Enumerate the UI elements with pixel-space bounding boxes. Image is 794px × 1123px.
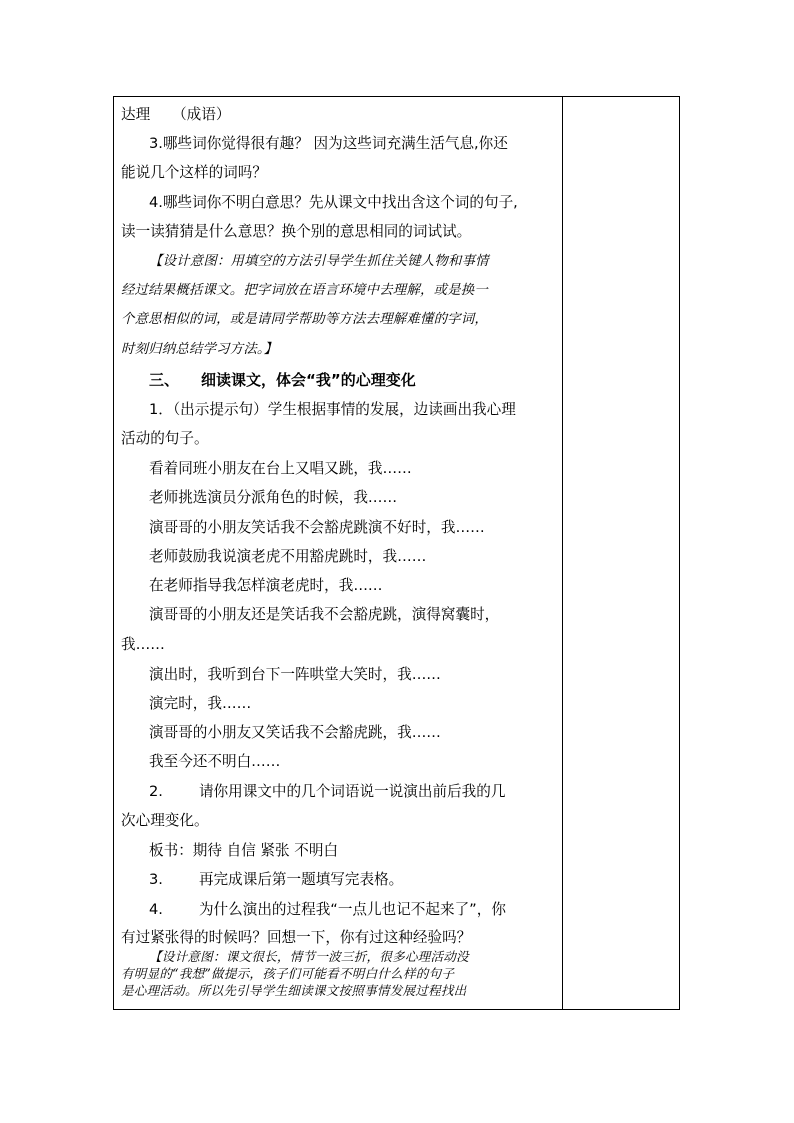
design-intent-1-line4: 时刻归纳总结学习方法。】 bbox=[121, 342, 278, 357]
item-3 bbox=[149, 870, 403, 890]
item-1: 1．（出示提示句）学生根据事情的发展，边读画出我心理 bbox=[149, 401, 516, 418]
item-2-cont: 次心理变化。 bbox=[121, 812, 209, 829]
design-intent-2-line2: 有明显的“我想”做提示，孩子们可能看不明白什么样的句子 bbox=[121, 966, 455, 981]
item-2 bbox=[149, 782, 505, 802]
question-4: 4.哪些词你不明白意思？先从课文中找出含这个词的句子, bbox=[149, 194, 518, 211]
section-3-heading bbox=[149, 370, 416, 390]
design-intent-1: 【设计意图：用填空的方法引导学生抓住关键人物和事情 bbox=[149, 254, 489, 269]
section-3-number: 三、 bbox=[149, 371, 180, 389]
item-4-number: 4. bbox=[149, 901, 163, 918]
question-3-cont: 能说几个这样的词吗？ bbox=[121, 164, 267, 181]
item-2-number: 2. bbox=[149, 783, 163, 800]
item-4-text: 为什么演出的过程我“一点儿也记不起来了”，你 bbox=[198, 901, 506, 918]
item-4-cont: 有过紧张得的时候吗？回想一下，你有过这种经验吗？ bbox=[121, 929, 472, 946]
prompt-sentence-cont: 我…… bbox=[121, 636, 165, 653]
prompt-sentence: 演完时，我…… bbox=[149, 695, 252, 712]
section-3-title: 细读课文，体会“我”的心理变化 bbox=[201, 371, 416, 389]
design-intent-1-line2: 经过结果概括课文。把字词放在语言环境中去理解，或是换一 bbox=[121, 283, 488, 298]
prompt-sentence: 演哥哥的小朋友又笑话我不会豁虎跳，我…… bbox=[149, 724, 441, 741]
prompt-sentence: 我至今还不明白…… bbox=[149, 753, 281, 770]
blackboard-note: 板书：期待 自信 紧张 不明白 bbox=[149, 842, 339, 859]
item-3-text: 再完成课后第一题填写完表格。 bbox=[198, 871, 404, 888]
text-line: 达理 （成语） bbox=[121, 106, 231, 123]
design-intent-1-line3: 个意思相似的词，或是请同学帮助等方法去理解难懂的字词， bbox=[121, 312, 488, 327]
content-cell bbox=[114, 97, 562, 1009]
lesson-plan-table bbox=[113, 96, 680, 1010]
item-2-text: 请你用课文中的几个词语说一说演出前后我的几 bbox=[198, 783, 506, 800]
prompt-sentence: 老师挑选演员分派角色的时候，我…… bbox=[149, 489, 398, 506]
item-3-number: 3. bbox=[149, 871, 163, 888]
question-4-cont: 读一读猜猜是什么意思？换个别的意思相同的词试试。 bbox=[121, 223, 472, 240]
question-3: 3.哪些词你觉得很有趣？ 因为这些词充满生活气息,你还 bbox=[149, 135, 508, 152]
design-intent-2-line3: 是心理活动。所以先引导学生细读课文按照事情发展过程找出 bbox=[121, 983, 467, 998]
prompt-sentence: 演哥哥的小朋友还是笑话我不会豁虎跳，演得窝囊时， bbox=[149, 606, 500, 623]
item-4 bbox=[149, 900, 506, 920]
prompt-sentence: 看着同班小朋友在台上又唱又跳，我…… bbox=[149, 460, 412, 477]
prompt-sentence: 演哥哥的小朋友笑话我不会豁虎跳演不好时，我…… bbox=[149, 519, 485, 536]
prompt-sentence: 演出时，我听到台下一阵哄堂大笑时，我…… bbox=[149, 666, 441, 683]
item-1-cont: 活动的句子。 bbox=[121, 430, 209, 447]
column-divider bbox=[562, 97, 563, 1009]
prompt-sentence: 在老师指导我怎样演老虎时，我…… bbox=[149, 577, 383, 594]
prompt-sentence: 老师鼓励我说演老虎不用豁虎跳时，我…… bbox=[149, 548, 427, 565]
design-intent-2: 【设计意图：课文很长，情节一波三折，很多心理活动没 bbox=[149, 949, 469, 964]
